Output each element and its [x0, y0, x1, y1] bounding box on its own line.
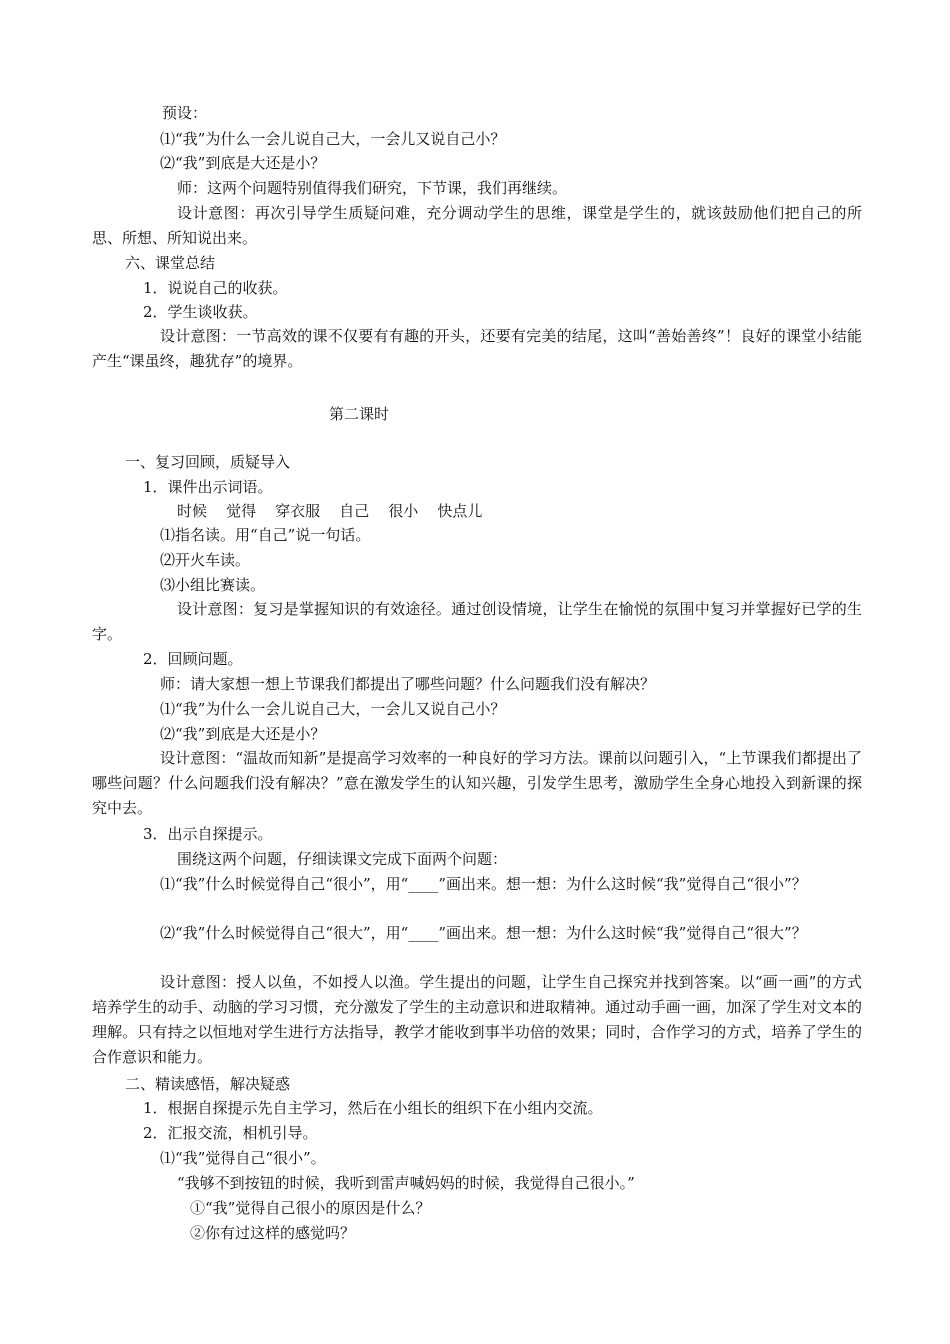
word-list: 时候 觉得 穿衣服 自己 很小 快点儿	[177, 502, 483, 520]
design-intent-3: 设计意图：复习是掌握知识的有效途径。通过创设情境，让学生在愉悦的氛围中复习并掌握好已学的生字。	[92, 600, 862, 643]
list-item: 1．课件出示词语。	[143, 478, 273, 496]
sub-question: ②你有过这样的感觉吗？	[190, 1224, 356, 1242]
quote: “我够不到按钮的时候，我听到雷声喊妈妈的时候，我觉得自己很小。”	[177, 1174, 635, 1192]
design-intent-2: 设计意图：一节高效的课不仅要有有趣的开头，还要有完美的结尾，这叫“善始善终”！良好的课堂小结能产生“课虽终，趣犹存”的境界。	[92, 327, 862, 370]
list-item: 2．学生谈收获。	[143, 303, 258, 321]
prompt-2: ⑵“我”什么时候觉得自己“很大”，用“____”画出来。想一想：为什么这时候“我”觉得自己“很大”？	[160, 924, 807, 942]
list-item: 1．根据自探提示先自主学习，然后在小组长的组织下在小组内交流。	[143, 1099, 603, 1117]
question-1: ⑴“我”为什么一会儿说自己大，一会儿又说自己小？	[160, 130, 506, 148]
list-item: 2．汇报交流，相机引导。	[143, 1124, 318, 1142]
question-1: ⑴“我”为什么一会儿说自己大，一会儿又说自己小？	[160, 700, 506, 718]
prompt-intro: 围绕这两个问题，仔细读课文完成下面两个问题：	[177, 850, 508, 868]
list-item: ⑴指名读。用“自己”说一句话。	[160, 526, 371, 544]
sub-question: ①“我”觉得自己很小的原因是什么？	[190, 1199, 431, 1217]
list-item: 3．出示自探提示。	[143, 825, 273, 843]
design-intent-4: 设计意图：“温故而知新”是提高学习效率的一种良好的学习方法。课前以问题引入，“上节课我们都提出了哪些问题？什么问题我们没有解决？”意在激发学生的认知兴趣，引发学生思考，激励学生全身心地投入到新课的探究中去。	[92, 749, 862, 817]
question-2: ⑵“我”到底是大还是小？	[160, 725, 326, 743]
section-heading-2: 二、精读感悟，解决疑惑	[125, 1075, 291, 1093]
prompt-1: ⑴“我”什么时候觉得自己“很小”，用“____”画出来。想一想：为什么这时候“我”觉得自己“很小”？	[160, 875, 807, 893]
list-item: ⑵开火车读。	[160, 551, 251, 569]
section-heading-6: 六、课堂总结	[125, 254, 216, 272]
list-item: 2．回顾问题。	[143, 650, 243, 668]
question-2: ⑵“我”到底是大还是小？	[160, 154, 326, 172]
teacher-line: 师：这两个问题特别值得我们研究，下节课，我们再继续。	[177, 179, 568, 197]
design-intent-1: 设计意图：再次引导学生质疑问难，充分调动学生的思维，课堂是学生的，就该鼓励他们把自己的所思、所想、所知说出来。	[92, 204, 862, 247]
design-intent-5: 设计意图：授人以鱼，不如授人以渔。学生提出的问题，让学生自己探究并找到答案。以“画一画”的方式培养学生的动手、动脑的学习习惯，充分激发了学生的主动意识和进取精神。通过动手画一画，加深了学生对文本的理解。只有持之以恒地对学生进行方法指导，教学才能收到事半功倍的效果；同时，合作学习的方式，培养了学生的合作意识和能力。	[92, 973, 862, 1066]
lesson-title: 第二课时	[329, 405, 390, 423]
section-heading-1: 一、复习回顾，质疑导入	[125, 453, 291, 471]
preset-label: 预设：	[162, 104, 208, 122]
list-item: ⑴“我”觉得自己“很小”。	[160, 1149, 326, 1167]
list-item: ⑶小组比赛读。	[160, 576, 266, 594]
teacher-line: 师：请大家想一想上节课我们都提出了哪些问题？什么问题我们没有解决？	[160, 675, 656, 693]
list-item: 1．说说自己的收获。	[143, 279, 288, 297]
